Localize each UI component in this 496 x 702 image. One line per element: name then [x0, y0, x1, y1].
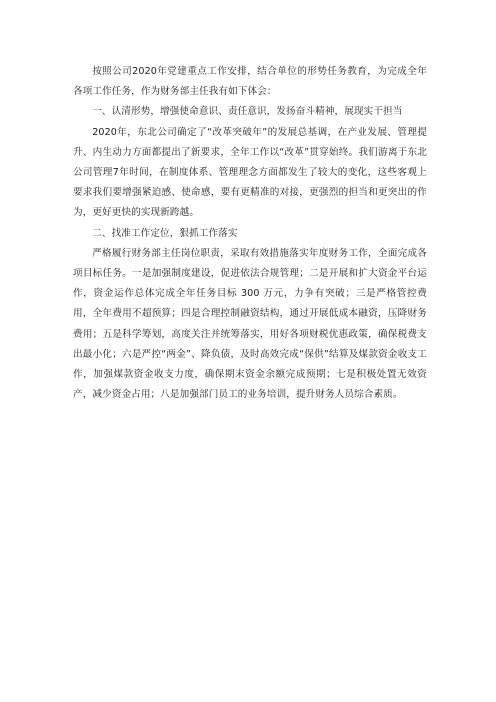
section-heading-2: 二、找准工作定位，狠抓工作落实: [92, 227, 238, 239]
section-heading-1: 一、认清形势，增强使命意识、责任意识，发扬奋斗精神，展现实干担当: [92, 106, 403, 118]
section-2-paragraph: 严格履行财务部主任岗位职责，采取有效措施落实年度财务工作，全面完成各项目标任务。一是加强制度建设，促进依法合规管理；二是开展和扩大资金平台运作，资金运作总体完成全年任务目标 300 万元，力争有突破；三是严格管控费用，全年费用不超预算；四是合理控制融资结构，通过开展低成本融资，压降财务费用；五是科学筹划，高度关注并统筹落实，用好各项财税优惠政策，确保税费支出最小化；六是严控“两金”、降负债，及时高效完成“保供”结算及煤款资金收支工作，加强煤款资金收支力度，确保期末资金余额完成预期；七是积极处置无效资产，减少资金占用；八是加强部门员工的业务培训，提升财务人员综合素质。: [73, 247, 427, 401]
document-body: [73, 62, 427, 405]
section-1-paragraph: 2020年，东北公司确定了“改革突破年”的发展总基调，在产业发展、管理提升、内生动力方面都提出了新要求，全年工作以“改革”贯穿始终。我们游离于东北公司管理7年时间，在制度体系、管理理念方面都发生了较大的变化，这些客观上要求我们要增强紧迫感、使命感，要有更精准的对接，更强烈的担当和更突出的作为，更好更快的实现新跨越。: [73, 126, 427, 219]
intro-paragraph: 按照公司2020年党建重点工作安排，结合单位的形势任务教育，为完成全年各项工作任务，作为财务部主任我有如下体会：: [73, 66, 427, 98]
